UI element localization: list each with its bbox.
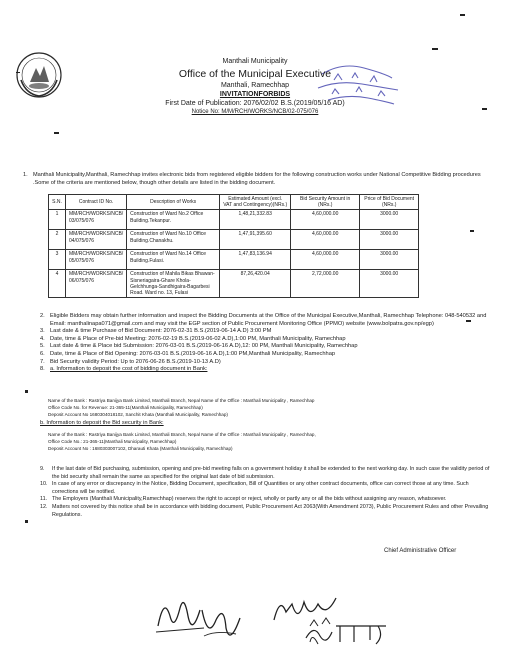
- notice-terms: [40, 466, 495, 519]
- item-text: Matters not covered by this notice shall be in accordance with bidding document, Public Procurement Act 2063(With Amendment 2073), Public Procurement Rules and other Prevailing Regulations.: [52, 503, 489, 518]
- item-text: Eligible Bidders may obtain further information and inspect the Bidding Documents at the Office of the Municipal Executive,Manthali, Ramechhap Telephone: 048-540532 and Email: manthalinapa071@gmail.com and may visit the EGP section of Public Procurement Monitoring Office (PPMO) website (www.bolpatra.gov.np/egp): [50, 313, 487, 327]
- item-number: 7.: [40, 358, 45, 365]
- list-item: [40, 366, 490, 374]
- scan-speck: [432, 48, 438, 50]
- bank-line: Deposit Account No 1680304018102, Sanchit Khata (Manthali Municipality, Ramechhap): [48, 412, 228, 418]
- cell-sn: 4: [49, 270, 66, 298]
- invitation-title: INVITATIONFORBIDS: [219, 91, 291, 98]
- signatory-title: Chief Administrative Officer: [384, 548, 457, 554]
- scan-speck: [460, 14, 465, 16]
- table-row: [49, 230, 419, 250]
- scan-speck: [25, 390, 28, 393]
- item-text: Bid Security validity Period: Up to 2076-06-26 B.S.(2019-10-13 A.D): [50, 358, 221, 365]
- cell-estimate: 1,47,83,136.94: [220, 250, 291, 270]
- cell-contract-id: MM/RCH/WORKS/NCB/ 06/075/076: [66, 270, 127, 298]
- cell-description: Construction of Mahila Bikas Bhawan-Sisneriagaira-Ghare Khola-Gelchhunga-Sandhigaira-Bagarbesi Road. Ward no. 13, Fulasi: [127, 270, 220, 298]
- municipality-name: Manthali Municipality: [222, 58, 288, 65]
- item-number: 8.: [40, 366, 45, 373]
- bank-line: Name of the Bank : Rastriya Banijya Bank Limited, Manthali Branch, Nepal Name of the Office : Manthali Municipality , Ramechhap: [48, 398, 315, 403]
- item-number: 5.: [40, 343, 45, 350]
- intro-paragraph: [23, 172, 483, 187]
- item-text: Last date & time Purchase of Bid Document: 2076-02-31 B.S.(2019-06-14 A.D) 3:00 PM: [50, 328, 272, 335]
- table-row: [49, 270, 419, 298]
- cell-sn: 3: [49, 250, 66, 270]
- signature-2: [196, 600, 246, 650]
- bank-line: Deposit Account No : 1680303007102, Dharauti Khata (Manthali Municipality, Ramechhap): [48, 446, 233, 452]
- table-header-row: [49, 195, 419, 210]
- bid-security-heading: b. Information to deposit the Bid security in Bank:: [40, 420, 164, 426]
- table-row: [49, 250, 419, 270]
- office-title: Office of the Municipal Executive: [178, 68, 332, 80]
- cell-estimate: 1,48,21,332.83: [220, 210, 291, 230]
- list-item: [40, 328, 490, 336]
- notice-items: [40, 313, 490, 374]
- cell-security: 4,60,000.00: [291, 230, 360, 250]
- cell-security: 4,60,000.00: [291, 210, 360, 230]
- cell-estimate: 1,47,91,395.60: [220, 230, 291, 250]
- scan-speck: [54, 132, 59, 134]
- bank-info-document-cost: [48, 397, 488, 419]
- scan-speck: [482, 108, 487, 110]
- cell-sn: 1: [49, 210, 66, 230]
- table-header-cell: S.N.: [49, 195, 66, 210]
- table-header-cell: Estimated Amount (excl. VAT and Contingency)(NRs.): [220, 195, 291, 210]
- intro-text: Manthali Municipality,Manthali, Ramechhap invites electronic bids from registered eligible bidders for the following construction works under National Competitive Bidding procedures .Some of the criteria are mentioned below, though other details are listed in the bidding document.: [33, 172, 481, 186]
- list-item: [40, 466, 495, 481]
- cell-price: 3000.00: [360, 210, 419, 230]
- list-item: [40, 351, 490, 359]
- cell-security: 2,72,000.00: [291, 270, 360, 298]
- intro-number: 1.: [23, 172, 28, 178]
- cell-contract-id: MM/RCH/WORKS/NCB/ 05/075/076: [66, 250, 127, 270]
- cell-security: 4,60,000.00: [291, 250, 360, 270]
- list-item: [40, 313, 490, 328]
- item-text: The Employers (Manthali Municipality,Ramechhap) reserves the right to accept or reject, wholly or partly any or all the bids without assigning any reason, whatsoever.: [52, 496, 447, 503]
- item-number: 11.: [40, 496, 48, 503]
- bank-line: Name of the Bank : Rastriya Banijya Bank Limited, Manthali Branch, Nepal Name of the Office : Manthali Municipality , Ramechhap,: [48, 432, 316, 437]
- cell-sn: 2: [49, 230, 66, 250]
- table-header-cell: Price of Bid Document (NRs.): [360, 195, 419, 210]
- table-header-cell: Bid Security Amount in (NRs.): [291, 195, 360, 210]
- office-address: Manthali, Ramechhap: [220, 82, 290, 89]
- bank-info-bid-security: [48, 431, 488, 453]
- list-item: [40, 359, 490, 367]
- cell-price: 3000.00: [360, 230, 419, 250]
- scan-speck: [16, 72, 20, 73]
- bank-line: Office Code No. for Revenue: 21-365-11(Manthali Municipality, Ramechhap): [48, 405, 203, 411]
- item-number: 4.: [40, 335, 45, 342]
- item-text: a. Information to deposit the cost of bidding document in Bank:: [50, 366, 208, 373]
- works-table: [48, 194, 419, 298]
- table-header-cell: Description of Works: [127, 195, 220, 210]
- cell-contract-id: MM/RCH/WORKS/NCB/ 03/075/076: [66, 210, 127, 230]
- cell-estimate: 87,26,420.04: [220, 270, 291, 298]
- item-text: If the last date of Bid purchasing, submission, opening and pre-bid meeting falls on a government holiday it shall be extended to the next working day. In such case the validity period of the bid security shall remain the same as specified for the original last date of bid submission.: [52, 466, 490, 480]
- item-number: 10.: [40, 481, 48, 488]
- cell-description: Construction of Ward No.2 Office Building.Tekanpur.: [127, 210, 220, 230]
- cell-price: 3000.00: [360, 270, 419, 298]
- table-row: [49, 210, 419, 230]
- cell-price: 3000.00: [360, 250, 419, 270]
- publication-date: First Date of Publication: 2076/02/02 B.S.(2019/05/16 AD): [165, 100, 345, 107]
- list-item: [40, 343, 490, 351]
- item-text: Date, time & Place of Bid Opening: 2076-03-01 B.S.(2019-06-16 A.D),1:00 PM,Manthali Municipality, Ramechhap: [50, 350, 336, 357]
- item-number: 9.: [40, 466, 45, 472]
- bank-line: Office Code No.: 21-365-11(Manthali Municipality, Ramechhap): [48, 439, 177, 445]
- item-number: 3.: [40, 328, 45, 335]
- list-item: [40, 336, 490, 344]
- list-item: [40, 481, 495, 496]
- notice-number: Notice No: M/M/RCH/WORKS/NCB/02-075/076: [191, 109, 319, 115]
- scan-speck: [466, 320, 471, 322]
- item-text: Date, time & Place of Pre-bid Meeting: 2076-02-19 B.S.(2019-06-02 A.D),1:00 PM, Manthali Municipality, Ramechhap: [50, 335, 346, 342]
- cell-description: Construction of Ward No.14 Office Building.Fulasi.: [127, 250, 220, 270]
- list-item: [40, 504, 495, 519]
- item-number: 2.: [40, 313, 45, 319]
- item-text: Last date & time & Place bid Submission: 2076-03-01 B.S.(2019-06-16 A.D),12: 00 PM, Manthali Municipality, Ramechhap: [50, 343, 358, 350]
- scan-speck: [25, 520, 28, 523]
- scan-speck: [470, 230, 474, 232]
- list-item: [40, 496, 495, 504]
- item-number: 12.: [40, 503, 48, 510]
- cell-contract-id: MM/RCH/WORKS/NCB/ 04/075/076: [66, 230, 127, 250]
- handwritten-name-stamp: [300, 618, 392, 648]
- item-text: In case of any error or discrepancy in the Notice, Bidding Document, specification, Bill of Quantities or any other contract documents, office can correct those at any time. Such corrections will be notified.: [52, 481, 469, 495]
- item-number: 6.: [40, 350, 45, 357]
- table-header-cell: Contract ID No.: [66, 195, 127, 210]
- cell-description: Construction of Ward No.10 Office Building.Chanakhu.: [127, 230, 220, 250]
